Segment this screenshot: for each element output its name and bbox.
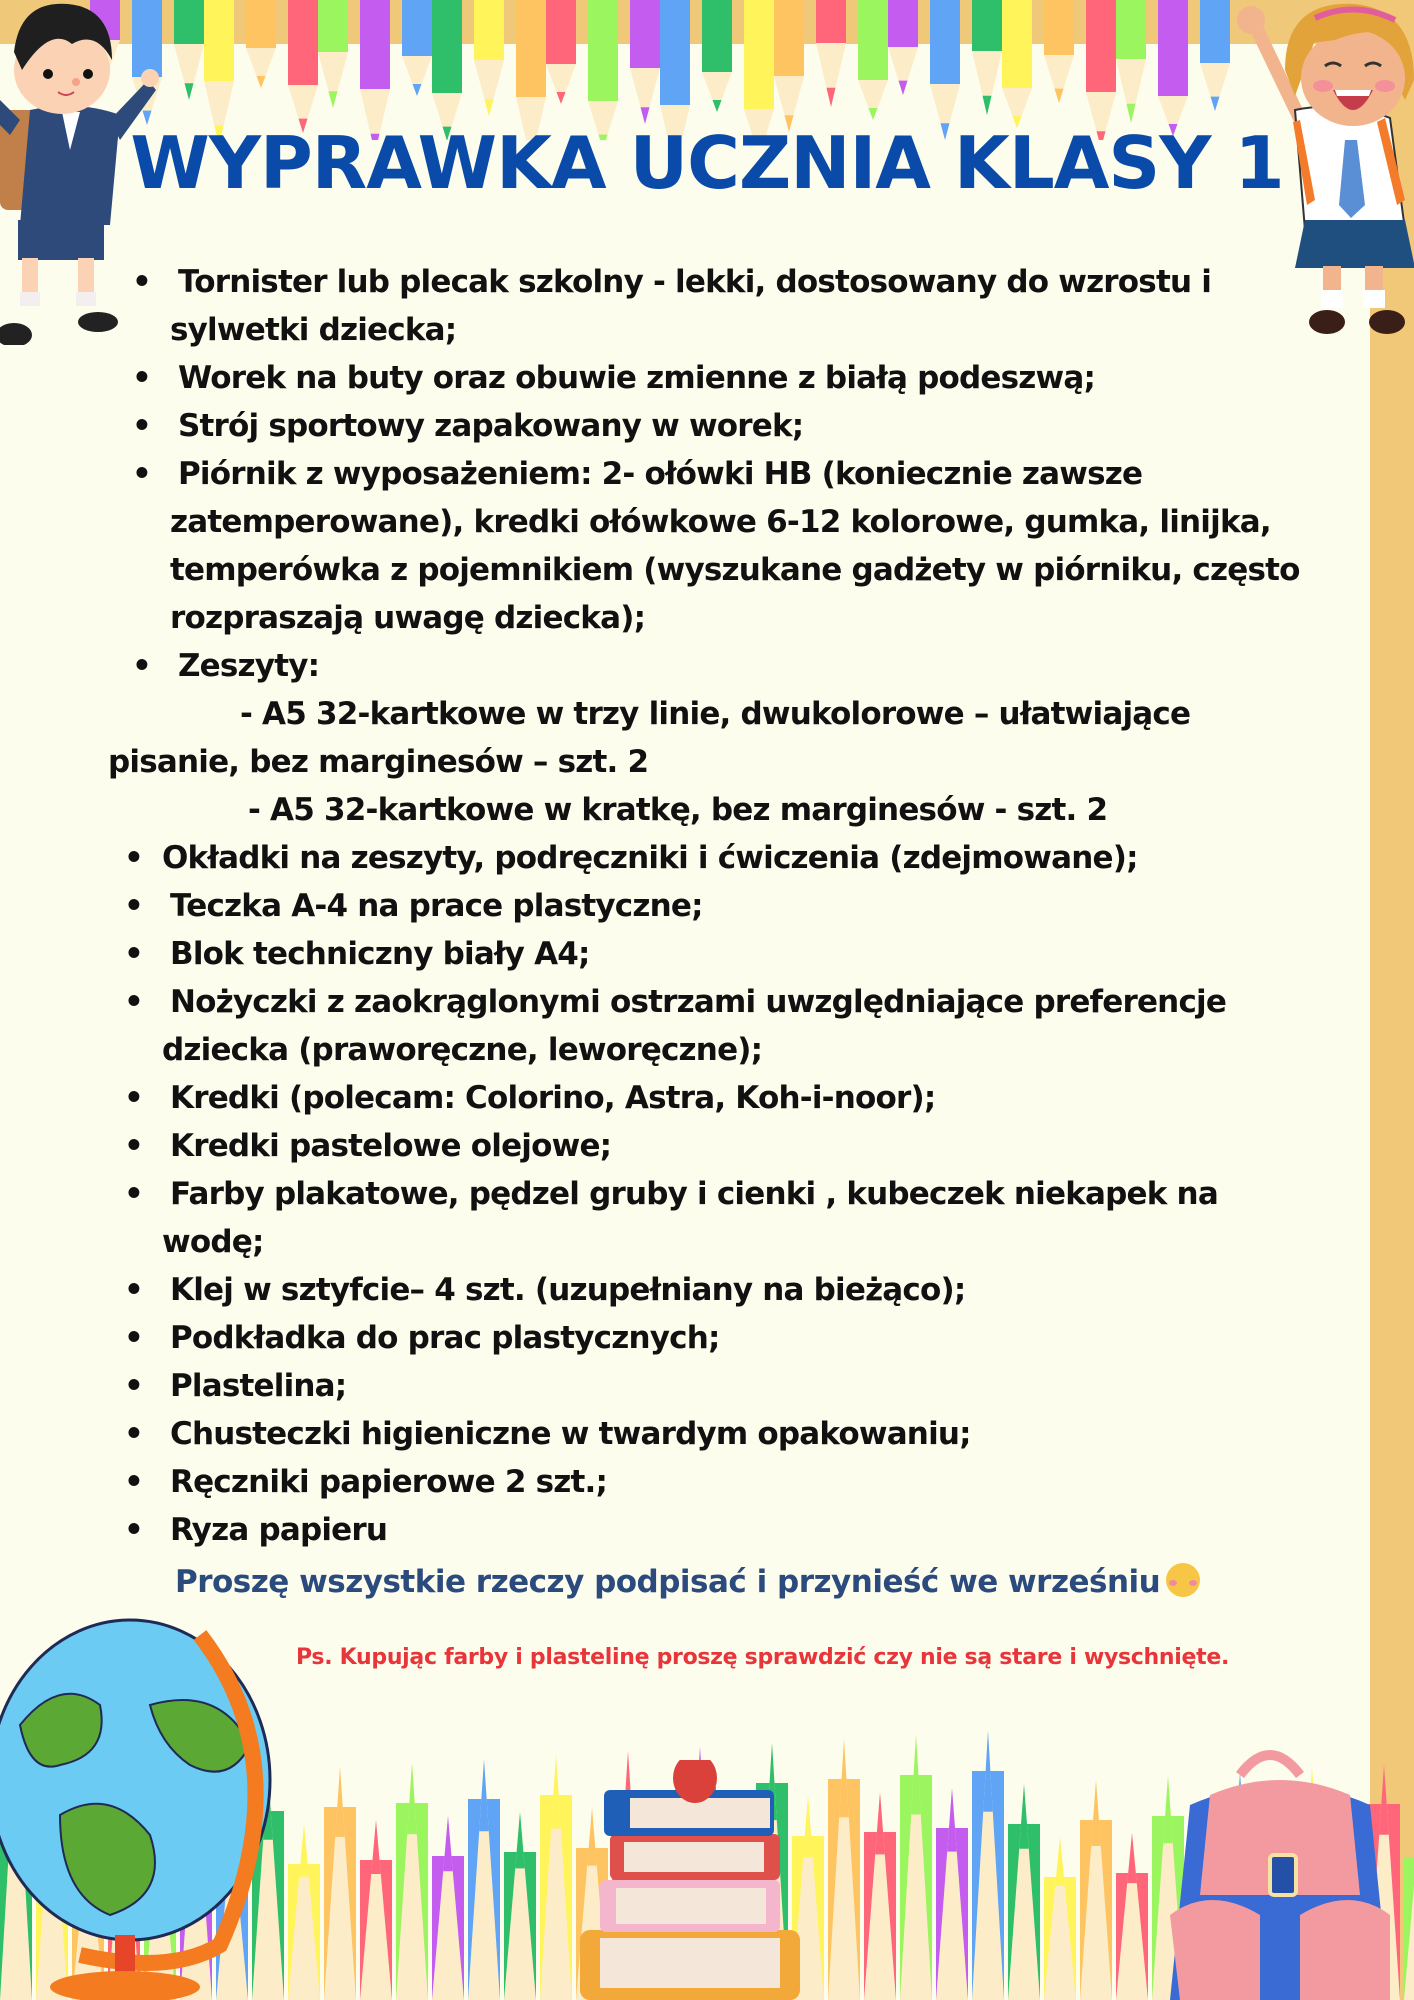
pencil-decoration [324, 1767, 356, 2000]
pencil-decoration [972, 0, 1002, 115]
list-item-line: Klej w sztyfcie– 4 szt. (uzupełniany na bieżąco); [170, 1272, 966, 1308]
list-item-line: Strój sportowy zapakowany w worek; [178, 408, 804, 444]
list-item [102, 930, 1350, 978]
pencil-decoration [774, 0, 804, 132]
list-item [102, 1410, 1350, 1458]
supply-list-part-1 [110, 258, 1350, 690]
list-item-line: Piórnik z wyposażeniem: 2- ołówki HB (koniecznie zawsze [178, 456, 1143, 492]
pencil-decoration [1008, 1784, 1040, 2000]
list-item-line: Nożyczki z zaokrąglonymi ostrzami uwzględniające preferencje [170, 984, 1227, 1020]
bullet-icon: • [124, 1368, 144, 1404]
list-item-line: Tornister lub plecak szkolny - lekki, dostosowany do wzrostu i [178, 264, 1212, 300]
pencil-decoration [396, 1763, 428, 2000]
globe-illustration [0, 1615, 300, 2000]
bullet-icon: • [124, 1512, 144, 1548]
list-item-line: Worek na buty oraz obuwie zmienne z białą podeszwą; [178, 360, 1096, 396]
bullet-icon: • [132, 360, 152, 396]
pencil-decoration [1158, 0, 1188, 136]
pencil-decoration [828, 1739, 860, 2000]
pencil-decoration [816, 0, 846, 107]
pencil-decoration [702, 0, 732, 112]
closing-note [175, 1558, 1200, 1606]
pencil-decoration [1116, 1833, 1148, 2000]
list-item [110, 402, 1350, 450]
list-item-line: temperówka z pojemnikiem (wyszukane gadżety w piórniku, często [170, 552, 1300, 588]
list-item-line: Farby plakatowe, pędzel gruby i cienki , kubeczek niekapek na [170, 1176, 1218, 1212]
pencil-decoration [288, 0, 318, 133]
list-item-line: Zeszyty: [178, 648, 320, 684]
list-item-line: Podkładka do prac plastycznych; [170, 1320, 720, 1356]
pencil-decoration [1044, 1837, 1076, 2000]
list-item-line: rozpraszają uwagę dziecka); [170, 600, 646, 636]
list-item [102, 1458, 1350, 1506]
backpack-illustration [1150, 1745, 1410, 2000]
list-item-line: Kredki pastelowe olejowe; [170, 1128, 612, 1164]
list-item-line: Chusteczki higieniczne w twardym opakowaniu; [170, 1416, 971, 1452]
list-item-line: dziecka (praworęczne, leworęczne); [162, 1032, 763, 1068]
list-item [102, 882, 1350, 930]
pencil-decoration [402, 0, 432, 96]
pencil-decoration [888, 0, 918, 95]
pencil-decoration [936, 1788, 968, 2000]
notebook-spec-1-continued: pisanie, bez marginesów – szt. 2 [108, 744, 649, 780]
list-item [102, 1266, 1350, 1314]
list-item [102, 1362, 1350, 1410]
supply-list-part-2 [102, 834, 1350, 1554]
notebook-spec-1: - A5 32-kartkowe w trzy linie, dwukolorowe – ułatwiające [240, 696, 1191, 732]
pencil-decoration [864, 1792, 896, 2000]
bullet-icon: • [124, 936, 144, 972]
bullet-icon: • [132, 456, 152, 492]
list-item [102, 1506, 1350, 1554]
pencil-decoration [546, 0, 576, 104]
bullet-icon: • [124, 1272, 144, 1308]
pencil-decoration [504, 1812, 536, 2000]
list-item [110, 258, 1350, 354]
bullet-icon: • [124, 1464, 144, 1500]
pencil-decoration [468, 1759, 500, 2000]
pencil-decoration [174, 0, 204, 100]
bullet-icon: • [124, 1128, 144, 1164]
pencil-decoration [474, 0, 504, 116]
pencil-decoration [246, 0, 276, 88]
pencil-decoration [630, 0, 660, 124]
bullet-icon: • [124, 840, 144, 876]
list-item [110, 450, 1350, 642]
notebook-spec-2: - A5 32-kartkowe w kratkę, bez marginesów - szt. 2 [248, 792, 1108, 828]
list-item-line: Ryza papieru [170, 1512, 388, 1548]
list-item [102, 1122, 1350, 1170]
bullet-icon: • [124, 1416, 144, 1452]
list-item-line: Blok techniczny biały A4; [170, 936, 590, 972]
list-item-line: Teczka A-4 na prace plastyczne; [170, 888, 703, 924]
pencil-decoration [1044, 0, 1074, 103]
bullet-icon: • [132, 264, 152, 300]
list-item-line: Plastelina; [170, 1368, 347, 1404]
bullet-icon: • [124, 1320, 144, 1356]
bullet-icon: • [124, 1176, 144, 1212]
list-item [102, 834, 1350, 882]
pencil-decoration [432, 1816, 464, 2000]
page-title: WYPRAWKA UCZNIA KLASY 1 [130, 121, 1284, 205]
pencil-decoration [858, 0, 888, 120]
list-item [102, 1314, 1350, 1362]
pencil-decoration [1080, 1780, 1112, 2000]
postscript-warning: Ps. Kupując farby i plastelinę proszę sprawdzić czy nie są stare i wyschnięte. [296, 1645, 1230, 1670]
list-item-line: wodę; [162, 1224, 264, 1260]
list-item [102, 1170, 1350, 1266]
bullet-icon: • [132, 648, 152, 684]
list-item-line: zatemperowane), kredki ołówkowe 6-12 kolorowe, gumka, linijka, [170, 504, 1271, 540]
bullet-icon: • [124, 1080, 144, 1116]
list-item-line: sylwetki dziecka; [170, 312, 457, 348]
list-item-line: Kredki (polecam: Colorino, Astra, Koh-i-noor); [170, 1080, 936, 1116]
list-item [110, 354, 1350, 402]
smiling-face-icon [1166, 1563, 1200, 1597]
list-item [110, 642, 1350, 690]
list-item [102, 1074, 1350, 1122]
list-item-line: Ręczniki papierowe 2 szt.; [170, 1464, 608, 1500]
pencil-decoration [318, 0, 348, 108]
books-with-apple-illustration [560, 1760, 820, 2000]
pencil-decoration [900, 1735, 932, 2000]
list-item-line: Okładki na zeszyty, podręczniki i ćwiczenia (zdejmowane); [162, 840, 1138, 876]
bullet-icon: • [124, 888, 144, 924]
pencil-decoration [1116, 0, 1146, 123]
bullet-icon: • [132, 408, 152, 444]
pencil-decoration [1002, 0, 1032, 128]
supply-list [110, 258, 1350, 1554]
pencil-decoration [972, 1731, 1004, 2000]
bullet-icon: • [124, 984, 144, 1020]
closing-text: Proszę wszystkie rzeczy podpisać i przynieść we wrześniu [175, 1564, 1161, 1600]
list-item [102, 978, 1350, 1074]
pencil-decoration [360, 1820, 392, 2000]
